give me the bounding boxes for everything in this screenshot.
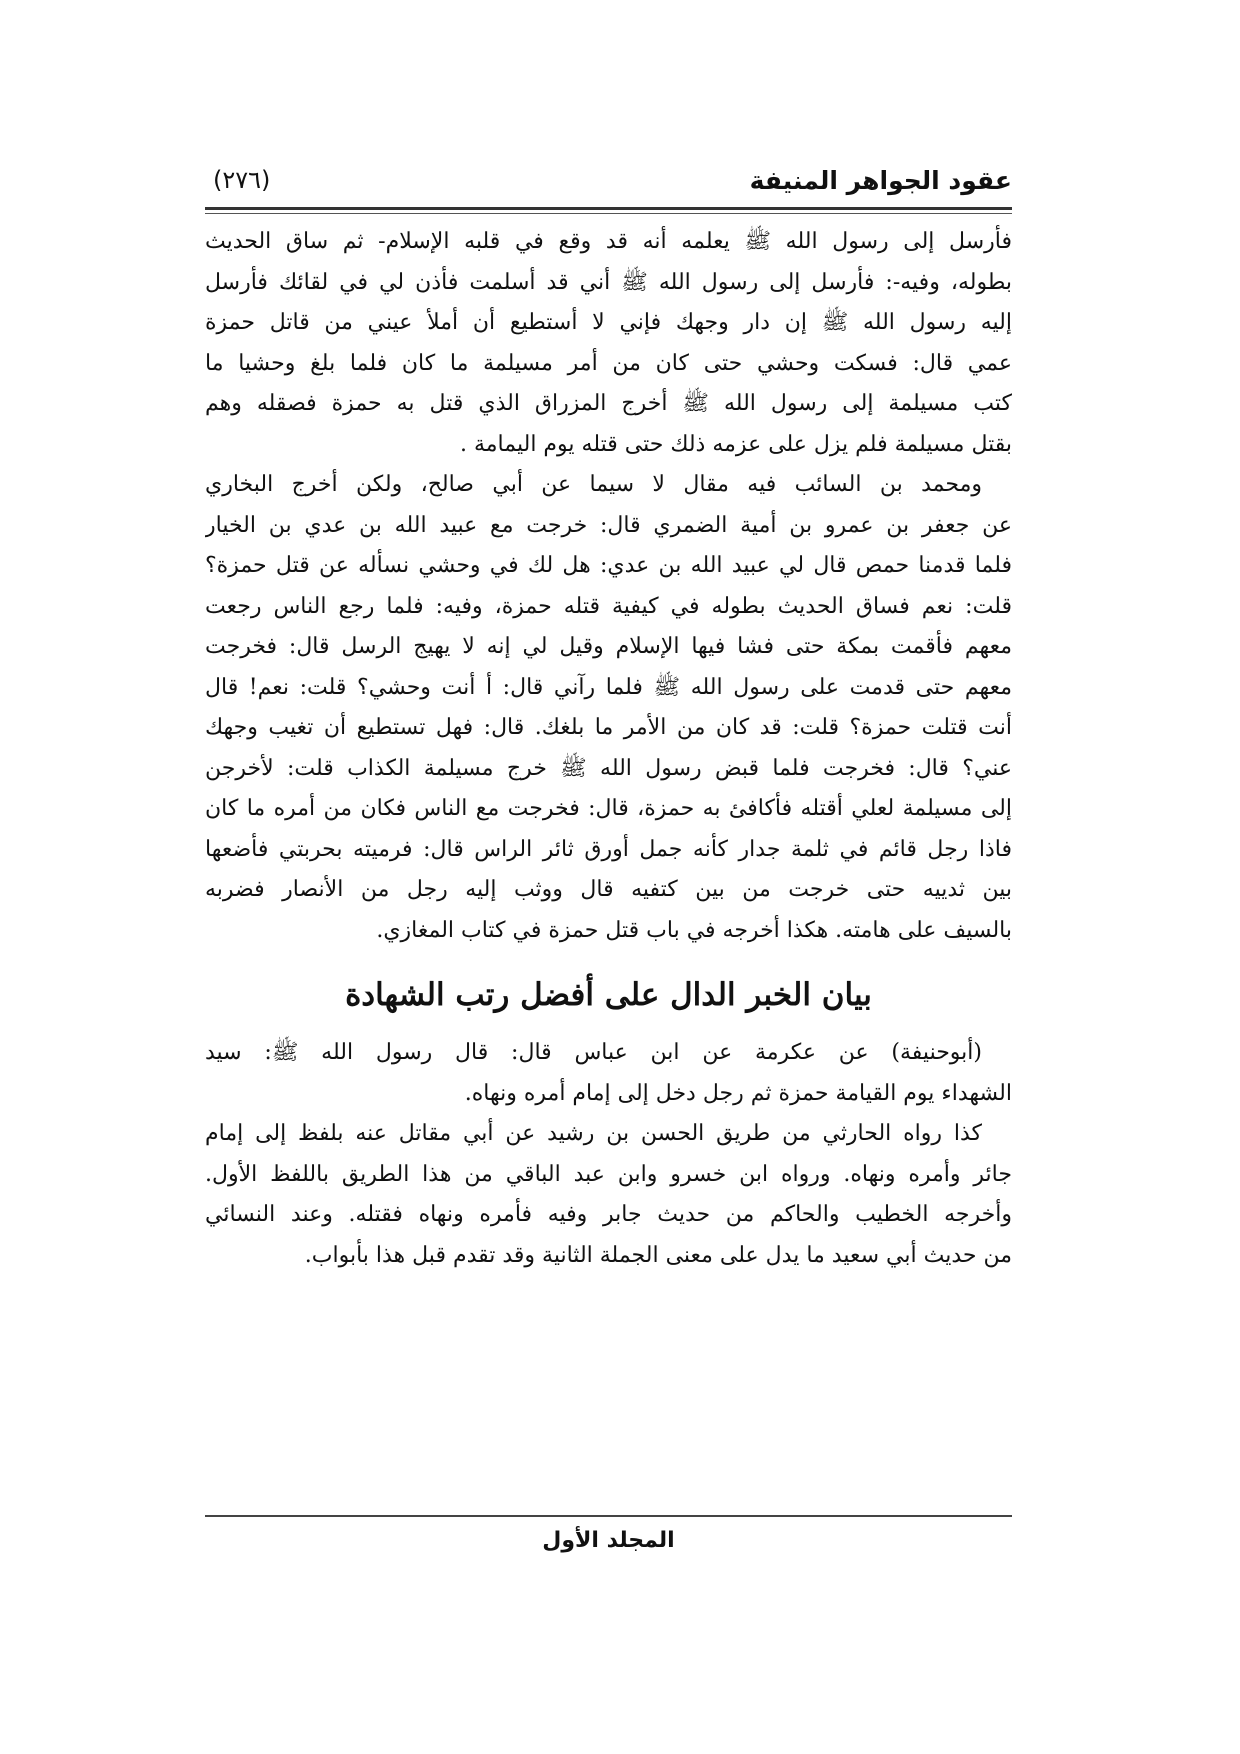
text-line: (أبوحنيفة) عن عكرمة عن ابن عباس قال: قال رسول الله ﷺ: سيد <box>205 1040 982 1065</box>
text-line: بالسيف على هامته. هكذا أخرجه في باب قتل حمزة في كتاب المغازي. <box>376 917 1012 943</box>
text-line: عن جعفر بن عمرو بن أمية الضمري قال: خرجت مع عبيد الله بن عدي بن الخيار <box>205 512 1012 538</box>
text-line: فلما قدمنا حمص قال لي عبيد الله بن عدي: هل لك في وحشي نسأله عن قتل حمزة؟ <box>205 553 1012 578</box>
text-line: كتب مسيلمة إلى رسول الله ﷺ أخرج المزراق الذي قتل به حمزة فصقله وهم <box>205 391 1012 416</box>
text-line: كذا رواه الحارثي من طريق الحسن بن رشيد عن أبي مقاتل عنه بلفظ إلى إمام <box>205 1121 982 1146</box>
paragraph-1 <box>205 222 1012 465</box>
text-line: وأخرجه الخطيب والحاكم من حديث جابر وفيه فأمره ونهاه فقتله. وعند النسائي <box>205 1202 1012 1227</box>
text-line: معهم حتى قدمت على رسول الله ﷺ فلما رآني قال: أ أنت وحشي؟ قلت: نعم! قال <box>205 674 1012 700</box>
page-body <box>205 222 1012 1276</box>
text-line: الشهداء يوم القيامة حمزة ثم رجل دخل إلى إمام أمره ونهاه. <box>464 1080 1012 1106</box>
volume-label: المجلد الأول <box>542 1528 675 1553</box>
paragraph-3 <box>205 1033 1012 1114</box>
text-line: بقتل مسيلمة فلم يزل على عزمه ذلك حتى قتله يوم اليمامة . <box>459 431 1012 457</box>
footer-rule <box>205 1515 1012 1517</box>
running-header <box>205 166 1012 206</box>
text-line: إلى مسيلمة لعلي أقتله فأكافئ به حمزة، قال: فخرجت مع الناس فكان من أمره ما كان <box>205 796 1012 821</box>
paragraph-4 <box>205 1114 1012 1276</box>
book-page <box>205 0 1012 1754</box>
text-line: ومحمد بن السائب فيه مقال لا سيما عن أبي صالح، ولكن أخرج البخاري <box>205 472 982 497</box>
text-line: فأرسل إلى رسول الله ﷺ يعلمه أنه قد وقع في قلبه الإسلام- ثم ساق الحديث <box>205 229 1012 254</box>
section-heading: بيان الخبر الدال على أفضل رتب الشهادة <box>345 977 872 1013</box>
text-line: فاذا رجل قائم في ثلمة جدار كأنه جمل أورق ثائر الراس قال: فرميته بحربتي فأضعها <box>205 836 1012 862</box>
text-line: عمي قال: فسكت وحشي حتى كان من أمر مسيلمة ما كان فلما بلغ وحشيا ما <box>205 350 1012 376</box>
text-line: قلت: نعم فساق الحديث بطوله في كيفية قتله حمزة، وفيه: فلما رجع الناس رجعت <box>205 593 1012 619</box>
text-line: معهم فأقمت بمكة حتى فشا فيها الإسلام وقيل لي إنه لا يهيج الرسل قال: فخرجت <box>205 634 1012 659</box>
paragraph-2 <box>205 465 1012 951</box>
text-line: جائر وأمره ونهاه. ورواه ابن خسرو وابن عبد الباقي من هذا الطريق باللفظ الأول. <box>205 1161 1012 1187</box>
text-line: بطوله، وفيه-: فأرسل إلى رسول الله ﷺ أني قد أسلمت فأذن لي في لقائك فأرسل <box>205 269 1012 295</box>
text-line: أنت قتلت حمزة؟ قلت: قد كان من الأمر ما بلغك. قال: فهل تستطيع أن تغيب وجهك <box>205 715 1012 740</box>
text-line: من حديث أبي سعيد ما يدل على معنى الجملة الثانية وقد تقدم قبل هذا بأبواب. <box>304 1242 1012 1268</box>
text-line: بين ثدييه حتى خرجت من بين كتفيه قال ووثب إليه رجل من الأنصار فضربه <box>205 877 1012 902</box>
header-rule <box>205 207 1012 213</box>
book-title: عقود الجواهر المنيفة <box>749 166 1012 195</box>
text-line: عني؟ قال: فخرجت فلما قبض رسول الله ﷺ خرج مسيلمة الكذاب قلت: لأخرجن <box>205 755 1012 781</box>
text-line: إليه رسول الله ﷺ إن دار وجهك فإني لا أستطيع أن أملأ عيني من قاتل حمزة <box>205 310 1012 335</box>
page-number: (٢٧٦) <box>213 166 271 194</box>
